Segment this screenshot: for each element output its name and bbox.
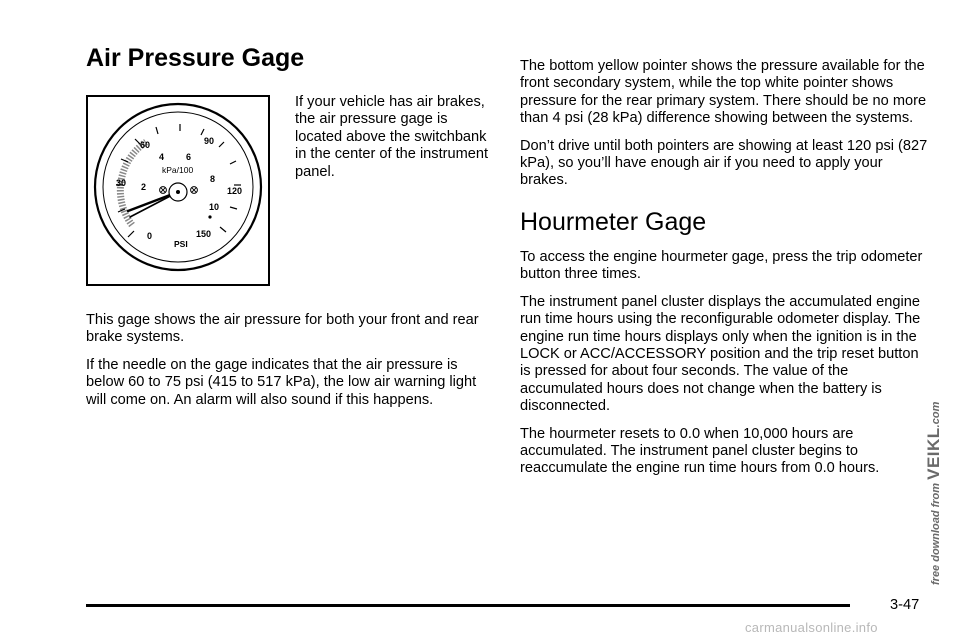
download-watermark xyxy=(924,402,944,585)
page-number: 3-47 xyxy=(890,597,920,613)
gauge-ticks xyxy=(116,124,241,237)
watermark-prefix: free download from xyxy=(930,482,942,585)
psi-label-150: 150 xyxy=(196,229,212,239)
hourmeter-heading: Hourmeter Gage xyxy=(520,208,707,236)
air-paragraph-4: Don’t drive until both pointers are showing at least 120 psi (827 kPa), so you’ll have enough air if you need to apply your brakes. xyxy=(520,137,928,189)
air-paragraph-3: The bottom yellow pointer shows the pressure available for the front secondary system, while the top white pointer shows pressure for the rear primary system. There should be no more than 4 psi (28 kPa) difference showing between the systems. xyxy=(520,58,927,127)
air-gauge-location-text xyxy=(295,94,495,191)
psi-label-30: 30 xyxy=(116,178,127,188)
kpa-label-8: 8 xyxy=(210,174,216,184)
watermark-brand: VEIKL xyxy=(924,427,943,480)
footer-rule xyxy=(86,604,850,607)
kpa-label-10: 10 xyxy=(209,202,220,212)
kpa-label-6: 6 xyxy=(186,152,192,162)
gauge-svg xyxy=(88,97,272,288)
psi-label-0: 0 xyxy=(147,231,153,241)
air-pressure-right-column xyxy=(520,58,930,200)
air-pressure-left-column xyxy=(86,312,488,419)
psi-label-60: 60 xyxy=(140,140,151,150)
gauge-hub-center xyxy=(176,190,180,194)
hourmeter-paragraph-1: To access the engine hourmeter gage, press the trip odometer button three times. xyxy=(520,249,923,283)
psi-unit-label: PSI xyxy=(174,239,188,249)
kpa-label-2: 2 xyxy=(141,182,147,192)
psi-label-120: 120 xyxy=(227,186,243,196)
air-intro-paragraph: If your vehicle has air brakes, the air pressure gage is located above the switchbank in the center of the instrument panel. xyxy=(295,94,489,180)
gauge-dot xyxy=(208,215,211,218)
site-logo: carmanualsonline.info xyxy=(745,620,878,635)
psi-label-90: 90 xyxy=(204,136,215,146)
hourmeter-paragraph-3: The hourmeter resets to 0.0 when 10,000 hours are accumulated. The instrument panel cluster begins to reaccumulate the engine run time hours from 0.0 hours. xyxy=(520,425,880,477)
kpa-label-4: 4 xyxy=(159,152,165,162)
watermark-suffix: .com xyxy=(930,401,942,428)
air-paragraph-1: This gage shows the air pressure for both your front and rear brake systems. xyxy=(86,312,479,346)
hourmeter-paragraph-2: The instrument panel cluster displays the accumulated engine run time hours using the reconfigurable odometer display. The engine run time hours displays only when the ignition is in the LOCK or ACC/ACCESSORY position and the trip reset button is pressed for about four seconds. The value of the accumulated hours does not change when the battery is disconnected. xyxy=(520,293,921,415)
hourmeter-column xyxy=(520,249,930,488)
air-paragraph-2: If the needle on the gage indicates that the air pressure is below 60 to 75 psi (415 to 517 kPa), the low air warning light will come on. An alarm will also sound if this happens. xyxy=(86,356,477,408)
kpa-unit-label: kPa/100 xyxy=(162,165,194,175)
air-pressure-heading: Air Pressure Gage xyxy=(86,44,305,72)
air-pressure-gauge-illustration xyxy=(86,95,270,286)
